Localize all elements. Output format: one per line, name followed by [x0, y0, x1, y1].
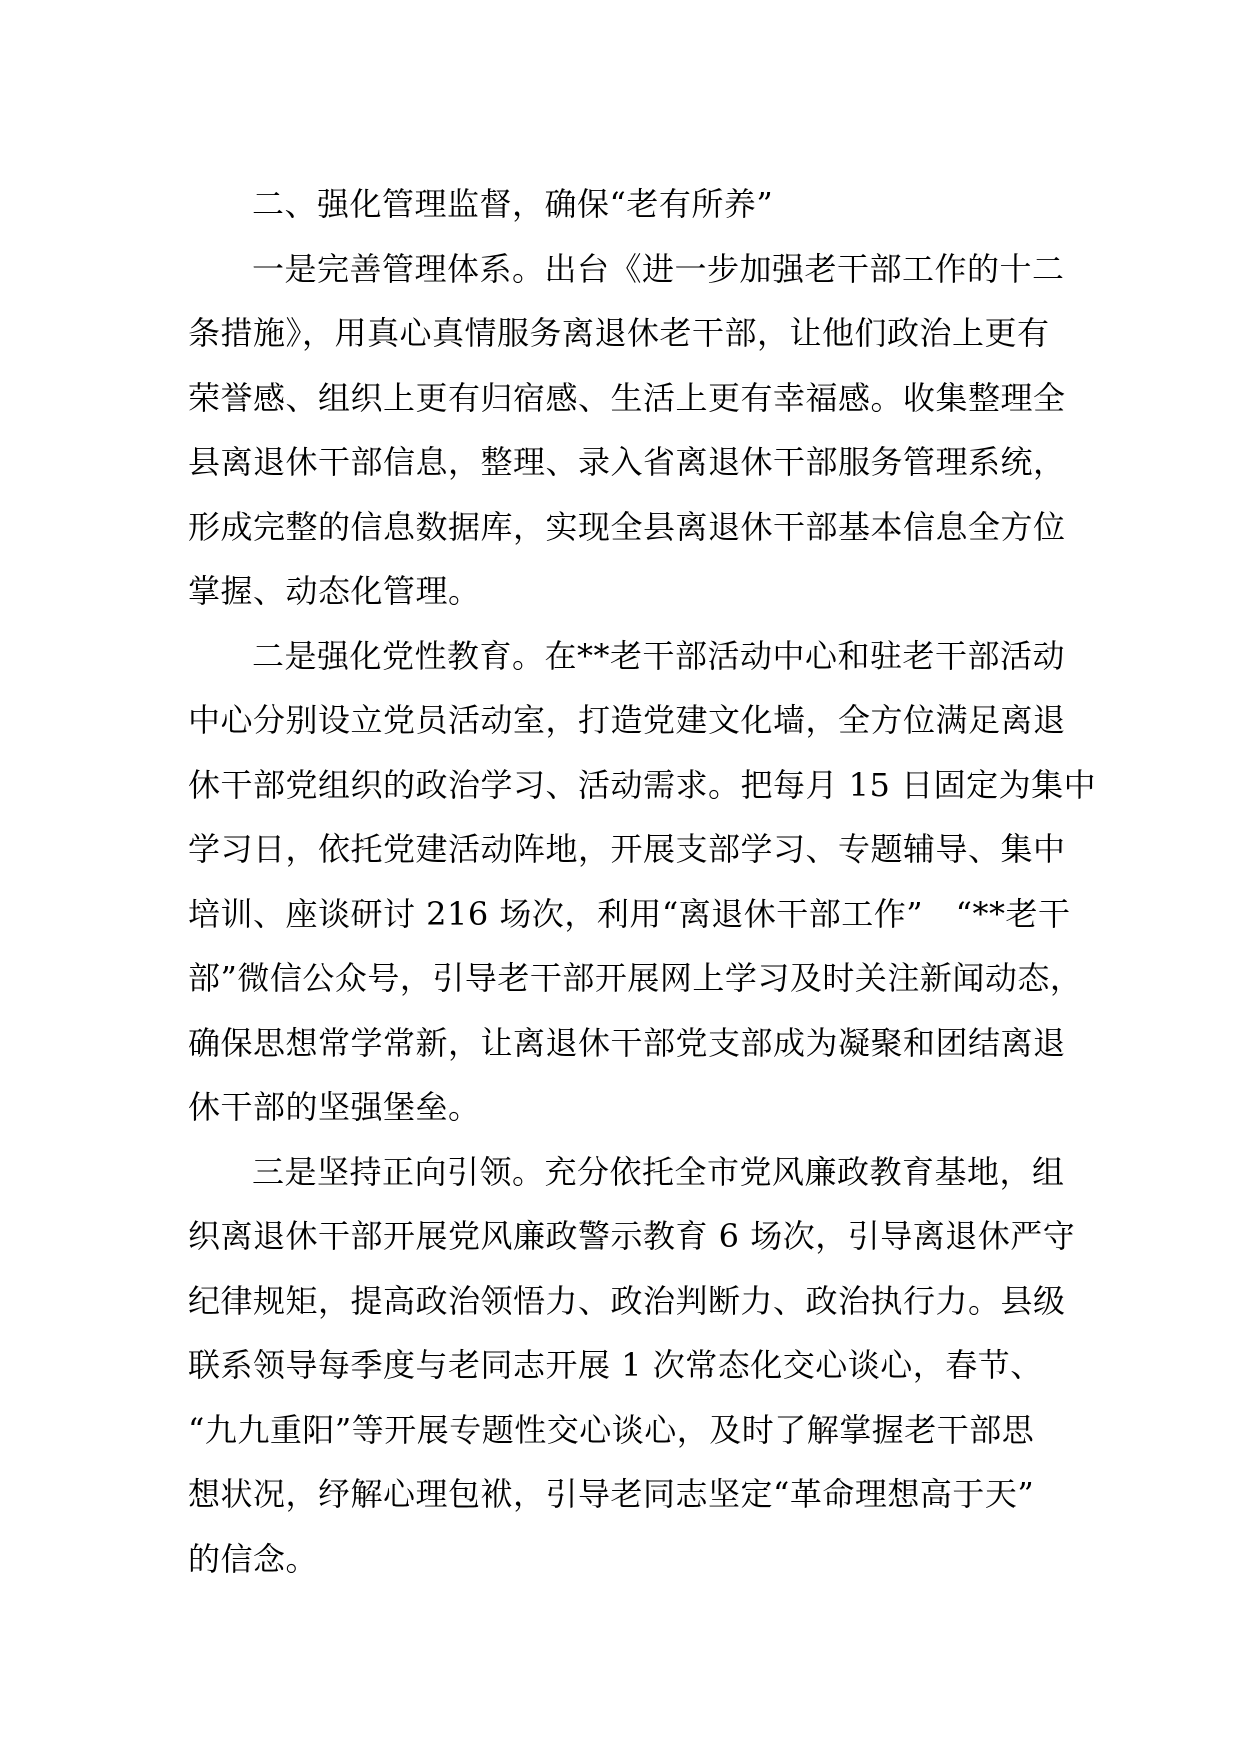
paragraph-positive-guidance: [188, 1140, 1076, 1592]
paragraph-line: 培训、座谈研讨 216 场次，利用“离退休干部工作” “**老干: [188, 894, 1071, 933]
paragraph-management-system: [188, 237, 1068, 624]
paragraph-line: 掌握、动态化管理。: [188, 572, 481, 610]
paragraph-line: 一是完善管理体系。出台《进一步加强老干部工作的十二: [252, 249, 1065, 288]
paragraph-line: 三是坚持正向引领。充分依托全市党风廉政教育基地，组: [252, 1152, 1065, 1191]
paragraph-line: 二是强化党性教育。在**老干部活动中心和驻老干部活动: [252, 636, 1066, 675]
paragraph-line: 休干部党组织的政治学习、活动需求。把每月 15 日固定为集中: [188, 765, 1097, 804]
section-heading: [188, 172, 1068, 237]
paragraph-line: 学习日，依托党建活动阵地，开展支部学习、专题辅导、集中: [188, 830, 1066, 868]
paragraph-line: 的信念。: [188, 1539, 319, 1578]
paragraph-line: “九九重阳”等开展专题性交心谈心，及时了解掌握老干部思: [188, 1410, 1035, 1449]
paragraph-line: 部”微信公众号，引导老干部开展网上学习及时关注新闻动态，: [188, 959, 1083, 997]
paragraph-party-education: [188, 624, 1097, 1140]
paragraph-line: 县离退休干部信息，整理、录入省离退休干部服务管理系统，: [188, 443, 1066, 481]
paragraph-line: 确保思想常学常新，让离退休干部党支部成为凝聚和团结离退: [188, 1023, 1066, 1062]
paragraph-line: 想状况，纾解心理包袱，引导老同志坚定“革命理想高于天”: [188, 1475, 1035, 1513]
paragraph-line: 织离退休干部开展党风廉政警示教育 6 场次，引导离退休严守: [188, 1217, 1076, 1255]
paragraph-line: 荣誉感、组织上更有归宿感、生活上更有幸福感。收集整理全: [188, 378, 1066, 417]
paragraph-line: 中心分别设立党员活动室，打造党建文化墙，全方位满足离退: [188, 701, 1066, 739]
paragraph-line: 条措施》，用真心真情服务离退休老干部，让他们政治上更有: [188, 314, 1050, 352]
paragraph-line: 联系领导每季度与老同志开展 1 次常态化交心谈心，春节、: [188, 1346, 1043, 1384]
paragraph-line: 休干部的坚强堡垒。: [188, 1088, 481, 1126]
paragraph-line: 纪律规矩，提高政治领悟力、政治判断力、政治执行力。县级: [188, 1281, 1066, 1320]
section-heading-text: 二、强化管理监督，确保“老有所养”: [252, 185, 774, 223]
paragraph-line: 形成完整的信息数据库，实现全县离退休干部基本信息全方位: [188, 507, 1066, 546]
document-body: [188, 172, 1097, 1591]
